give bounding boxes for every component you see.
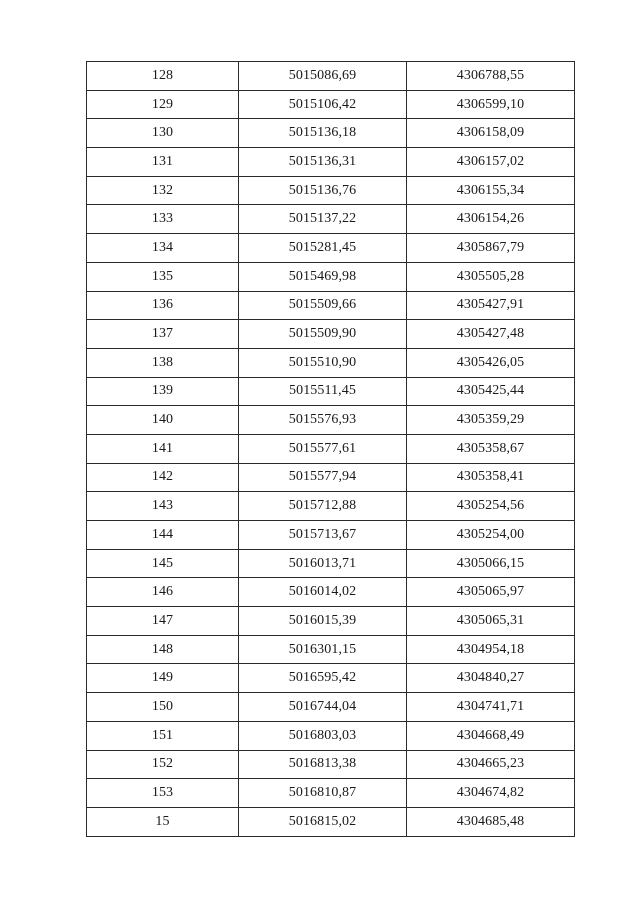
table-row [87, 578, 575, 607]
table-row [87, 434, 575, 463]
y-coordinate-cell: 4305426,05 [407, 348, 575, 377]
x-coordinate-cell: 5015577,61 [239, 434, 407, 463]
point-number-cell: 139 [87, 377, 239, 406]
table-row [87, 635, 575, 664]
table-row [87, 721, 575, 750]
table-row [87, 492, 575, 521]
table-row [87, 377, 575, 406]
point-number-cell: 138 [87, 348, 239, 377]
y-coordinate-cell: 4304665,23 [407, 750, 575, 779]
point-number-cell: 137 [87, 320, 239, 349]
table-row [87, 750, 575, 779]
point-number-cell: 135 [87, 262, 239, 291]
x-coordinate-cell: 5015136,18 [239, 119, 407, 148]
y-coordinate-cell: 4305505,28 [407, 262, 575, 291]
table-row [87, 807, 575, 836]
x-coordinate-cell: 5016810,87 [239, 779, 407, 808]
y-coordinate-cell: 4304668,49 [407, 721, 575, 750]
point-number-cell: 141 [87, 434, 239, 463]
point-number-cell: 131 [87, 148, 239, 177]
point-number-cell: 15 [87, 807, 239, 836]
point-number-cell: 146 [87, 578, 239, 607]
x-coordinate-cell: 5015510,90 [239, 348, 407, 377]
table-row [87, 205, 575, 234]
point-number-cell: 133 [87, 205, 239, 234]
table-row [87, 262, 575, 291]
table-row [87, 607, 575, 636]
point-number-cell: 153 [87, 779, 239, 808]
point-number-cell: 132 [87, 176, 239, 205]
y-coordinate-cell: 4305358,41 [407, 463, 575, 492]
table-row [87, 779, 575, 808]
point-number-cell: 128 [87, 62, 239, 91]
x-coordinate-cell: 5016815,02 [239, 807, 407, 836]
y-coordinate-cell: 4306157,02 [407, 148, 575, 177]
point-number-cell: 145 [87, 549, 239, 578]
point-number-cell: 149 [87, 664, 239, 693]
x-coordinate-cell: 5015712,88 [239, 492, 407, 521]
y-coordinate-cell: 4306158,09 [407, 119, 575, 148]
x-coordinate-cell: 5015713,67 [239, 521, 407, 550]
x-coordinate-cell: 5016014,02 [239, 578, 407, 607]
table-row [87, 320, 575, 349]
y-coordinate-cell: 4304685,48 [407, 807, 575, 836]
x-coordinate-cell: 5016013,71 [239, 549, 407, 578]
point-number-cell: 147 [87, 607, 239, 636]
table-row [87, 664, 575, 693]
table-row [87, 549, 575, 578]
y-coordinate-cell: 4304741,71 [407, 693, 575, 722]
point-number-cell: 151 [87, 721, 239, 750]
x-coordinate-cell: 5016015,39 [239, 607, 407, 636]
y-coordinate-cell: 4306155,34 [407, 176, 575, 205]
point-number-cell: 130 [87, 119, 239, 148]
point-number-cell: 150 [87, 693, 239, 722]
x-coordinate-cell: 5015136,76 [239, 176, 407, 205]
table-row [87, 234, 575, 263]
x-coordinate-cell: 5015511,45 [239, 377, 407, 406]
table-row [87, 693, 575, 722]
x-coordinate-cell: 5015281,45 [239, 234, 407, 263]
table-row [87, 406, 575, 435]
table-row [87, 90, 575, 119]
x-coordinate-cell: 5016595,42 [239, 664, 407, 693]
y-coordinate-cell: 4304840,27 [407, 664, 575, 693]
coordinates-table-body [87, 62, 575, 837]
y-coordinate-cell: 4305867,79 [407, 234, 575, 263]
point-number-cell: 143 [87, 492, 239, 521]
coordinates-table [86, 61, 575, 837]
y-coordinate-cell: 4305065,31 [407, 607, 575, 636]
point-number-cell: 144 [87, 521, 239, 550]
point-number-cell: 134 [87, 234, 239, 263]
table-row [87, 291, 575, 320]
y-coordinate-cell: 4305358,67 [407, 434, 575, 463]
x-coordinate-cell: 5015509,66 [239, 291, 407, 320]
y-coordinate-cell: 4305427,91 [407, 291, 575, 320]
y-coordinate-cell: 4304674,82 [407, 779, 575, 808]
table-row [87, 463, 575, 492]
point-number-cell: 142 [87, 463, 239, 492]
y-coordinate-cell: 4306599,10 [407, 90, 575, 119]
table-row [87, 521, 575, 550]
x-coordinate-cell: 5015469,98 [239, 262, 407, 291]
table-row [87, 62, 575, 91]
point-number-cell: 136 [87, 291, 239, 320]
x-coordinate-cell: 5016803,03 [239, 721, 407, 750]
y-coordinate-cell: 4304954,18 [407, 635, 575, 664]
y-coordinate-cell: 4305254,56 [407, 492, 575, 521]
x-coordinate-cell: 5015576,93 [239, 406, 407, 435]
y-coordinate-cell: 4305254,00 [407, 521, 575, 550]
point-number-cell: 140 [87, 406, 239, 435]
y-coordinate-cell: 4305359,29 [407, 406, 575, 435]
y-coordinate-cell: 4305066,15 [407, 549, 575, 578]
x-coordinate-cell: 5015106,42 [239, 90, 407, 119]
x-coordinate-cell: 5016301,15 [239, 635, 407, 664]
x-coordinate-cell: 5015577,94 [239, 463, 407, 492]
point-number-cell: 152 [87, 750, 239, 779]
x-coordinate-cell: 5016744,04 [239, 693, 407, 722]
x-coordinate-cell: 5016813,38 [239, 750, 407, 779]
x-coordinate-cell: 5015137,22 [239, 205, 407, 234]
x-coordinate-cell: 5015136,31 [239, 148, 407, 177]
y-coordinate-cell: 4305065,97 [407, 578, 575, 607]
table-row [87, 176, 575, 205]
y-coordinate-cell: 4305427,48 [407, 320, 575, 349]
table-row [87, 119, 575, 148]
point-number-cell: 129 [87, 90, 239, 119]
table-row [87, 148, 575, 177]
table-row [87, 348, 575, 377]
x-coordinate-cell: 5015509,90 [239, 320, 407, 349]
x-coordinate-cell: 5015086,69 [239, 62, 407, 91]
y-coordinate-cell: 4306154,26 [407, 205, 575, 234]
y-coordinate-cell: 4305425,44 [407, 377, 575, 406]
y-coordinate-cell: 4306788,55 [407, 62, 575, 91]
point-number-cell: 148 [87, 635, 239, 664]
